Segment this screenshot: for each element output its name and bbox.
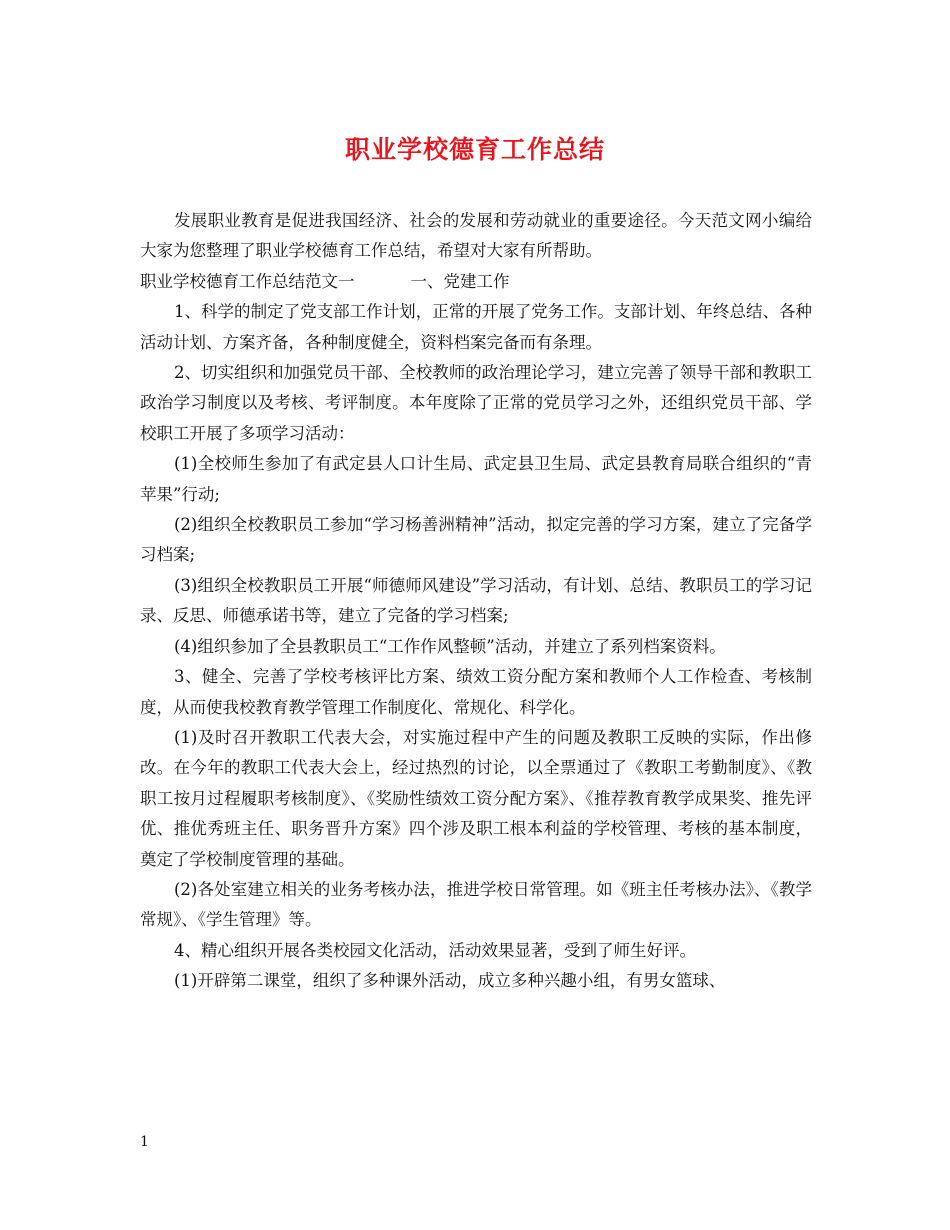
page-number: 1 <box>140 1134 149 1150</box>
paragraph-item: (1)全校师生参加了有武定县人口计生局、武定县卫生局、武定县教育局联合组织的“青苹果”行动; <box>140 454 812 504</box>
document-body <box>140 206 812 997</box>
section-heading: 一、党建工作 <box>410 271 510 291</box>
paragraph-item: (2)组织全校教职员工参加“学习杨善洲精神”活动，拟定完善的学习方案，建立了完备学习档案; <box>140 515 812 565</box>
document-title: 职业学校德育工作总结 <box>344 135 605 164</box>
section-line <box>140 267 812 297</box>
paragraph-item: 1、科学的制定了党支部工作计划，正常的开展了党务工作。支部计划、年终总结、各种活动计划、方案齐备，各种制度健全，资料档案完备而有条理。 <box>140 302 812 352</box>
section-prefix: 职业学校德育工作总结范文一 <box>140 271 355 291</box>
paragraph-item: 2、切实组织和加强党员干部、全校教师的政治理论学习，建立完善了领导干部和教职工政治学习制度以及考核、考评制度。本年度除了正常的党员学习之外，还组织党员干部、学校职工开展了多项学习活动： <box>140 363 812 443</box>
paragraph-item: (1)及时召开教职工代表大会，对实施过程中产生的问题及教职工反映的实际，作出修改。在今年的教职工代表大会上，经过热烈的讨论，以全票通过了《教职工考勤制度》、《教职工按月过程履职考核制度》、《奖励性绩效工资分配方案》、《推荐教育教学成果奖、推先评优、推优秀班主任、职务晋升方案》四个涉及职工根本利益的学校管理、考核的基本制度，奠定了学校制度管理的基础。 <box>140 727 812 869</box>
paragraph-item: (3)组织全校教职员工开展“师德师风建设”学习活动，有计划、总结、教职员工的学习记录、反思、师德承诺书等，建立了完备的学习档案; <box>140 575 812 626</box>
paragraph-item: 4、精心组织开展各类校园文化活动，活动效果显著，受到了师生好评。 <box>174 940 696 960</box>
paragraph-item: (4)组织参加了全县教职员工“工作作风整顿”活动，并建立了系列档案资料。 <box>174 636 726 656</box>
paragraph-item: 3、健全、完善了学校考核评比方案、绩效工资分配方案和教师个人工作检查、考核制度，从而使我校教育教学管理工作制度化、常规化、科学化。 <box>140 667 812 717</box>
paragraph-item: (1)开辟第二课堂，组织了多种课外活动，成立多种兴趣小组，有男女篮球、 <box>174 971 726 991</box>
paragraph-item: (2)各处室建立相关的业务考核办法，推进学校日常管理。如《班主任考核办法》、《教学常规》、《学生管理》等。 <box>140 879 812 930</box>
intro-paragraph: 发展职业教育是促进我国经济、社会的发展和劳动就业的重要途径。今天范文网小编给大家为您整理了职业学校德育工作总结，希望对大家有所帮助。 <box>140 211 812 261</box>
